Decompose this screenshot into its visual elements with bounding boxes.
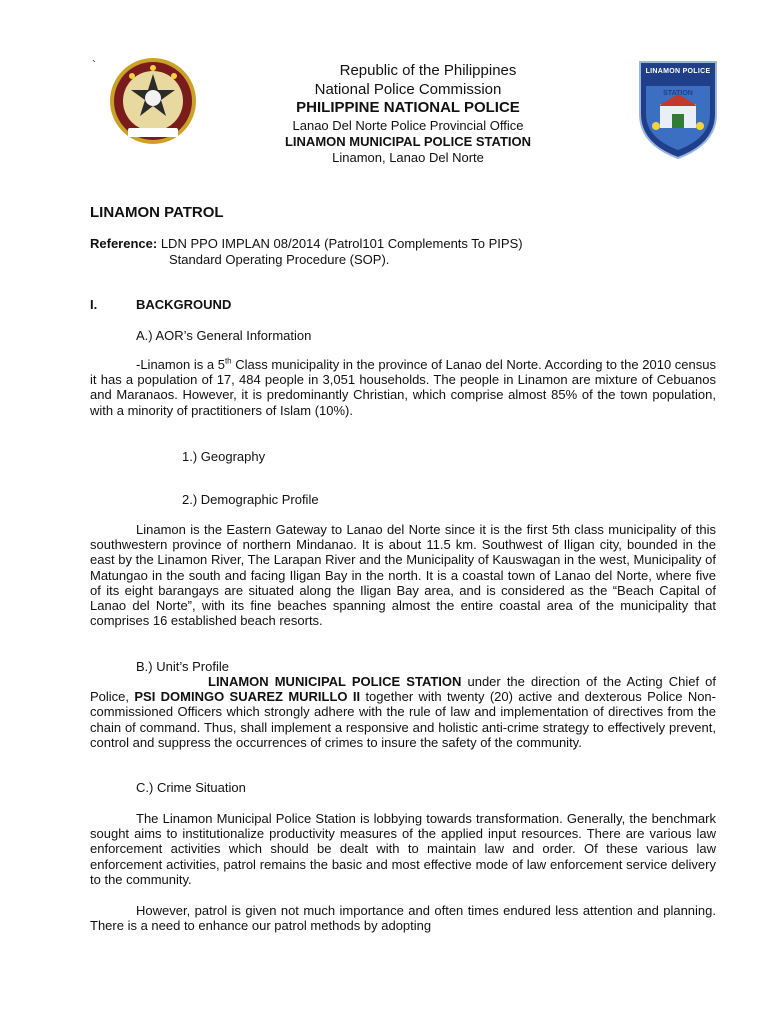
subheading-aor: A.) AOR’s General Information [136,328,312,343]
location-line: Linamon, Lanao Del Norte [332,150,484,165]
station-name-bold: LINAMON MUNICIPAL POLICE STATION [208,674,462,689]
unit-text-2: together with twenty (20) active and dexterous Police Non-commissioned Officers which strongly adhere with the rule of law and implementation of directives from the chain of command. Thus, shall implement a responsive and holistic anti-crime strategy to effectively prevent, control and suppress the occurrences of crimes to insure the safety of the community. [90,689,716,750]
subheading-unit-profile: B.) Unit’s Profile [136,659,229,674]
subheading-geography: 1.) Geography [182,449,266,464]
paragraph-crime-1: The Linamon Municipal Police Station is lobbying towards transformation. Generally, the benchmark sought aims to institutionalize productivity measures of the applied input resources. There are various law enforcement activities which should be dealt with to maintain law and order. Of these various law enforcement activities, patrol remains the basic and most effective mode of law enforcement service delivery to the community. [90,811,716,887]
unit-text-1: under the direction of the Acting Chief of Police, [90,674,716,705]
aor-text-rest: Class municipality in the province of Lanao del Norte. According to the 2010 census it has a population of 17, 484 people in 3,051 households. The people in Linamon are mixture of Cebuanos and Maranaos. However, it is predominantly Christian, which comprise almost 85% of the town population, with a minority of practitioners of Islam (10%). [90,357,716,418]
section-title: BACKGROUND [136,297,232,312]
document-title: LINAMON PATROL [90,204,224,221]
subheading-demographic: 2.) Demographic Profile [182,492,319,507]
chief-name-bold: PSI DOMINGO SUAREZ MURILLO II [134,689,361,705]
commission-line: National Police Commission [314,80,502,98]
paragraph-aor [90,357,716,418]
pnp-seal-logo [106,56,200,146]
aor-text-start: -Linamon is a 5 [136,357,225,372]
linamon-police-station-seal [636,56,720,160]
republic-line: Republic of the Philippines [339,62,517,79]
provincial-office-line: Lanao Del Norte Police Provincial Office [292,117,524,133]
seal-text-station: STATION [663,90,693,97]
letterhead [208,62,608,166]
aor-superscript: th [224,356,232,366]
station-line: LINAMON MUNICIPAL POLICE STATION [284,133,532,149]
reference-text-continued: Standard Operating Procedure (SOP). [169,252,390,267]
stray-mark: ` [92,58,96,72]
paragraph-unit-profile [90,674,716,750]
subheading-crime-situation: C.) Crime Situation [136,780,246,795]
paragraph-crime-2: However, patrol is given not much importance and often times endured less attention and planning. There is a need to enhance our patrol methods by adopting [90,903,716,934]
reference-line [90,236,523,252]
reference-text: LDN PPO IMPLAN 08/2014 (Patrol101 Complements To PIPS) [160,236,523,251]
section-heading [90,297,231,312]
paragraph-demographic: Linamon is the Eastern Gateway to Lanao del Norte since it is the first 5th class municipality of this southwestern province of northern Mindanao. It is about 11.5 km. Southwest of Iligan city, bounded in the east by the Linamon River, The Larapan River and the Municipality of Kauswagan in the west, Municipality of Matungao in the south and facing Iligan Bay in the north. It is a coastal town of Lanao del Norte, where five of its eight barangays are situated along the Iligan Bay area, and is considered as the “Beach Capital of Lanao del Norte”, with its fine beaches spanning almost the entire coastal area of the municipality that comprises 16 established beach resorts. [90,522,716,629]
seal-text-name: LINAMON POLICE [645,68,711,75]
reference-label: Reference: [90,236,158,251]
pnp-seal-icon [106,56,200,146]
section-number: I. [90,297,98,312]
pnp-line: PHILIPPINE NATIONAL POLICE [296,99,520,117]
